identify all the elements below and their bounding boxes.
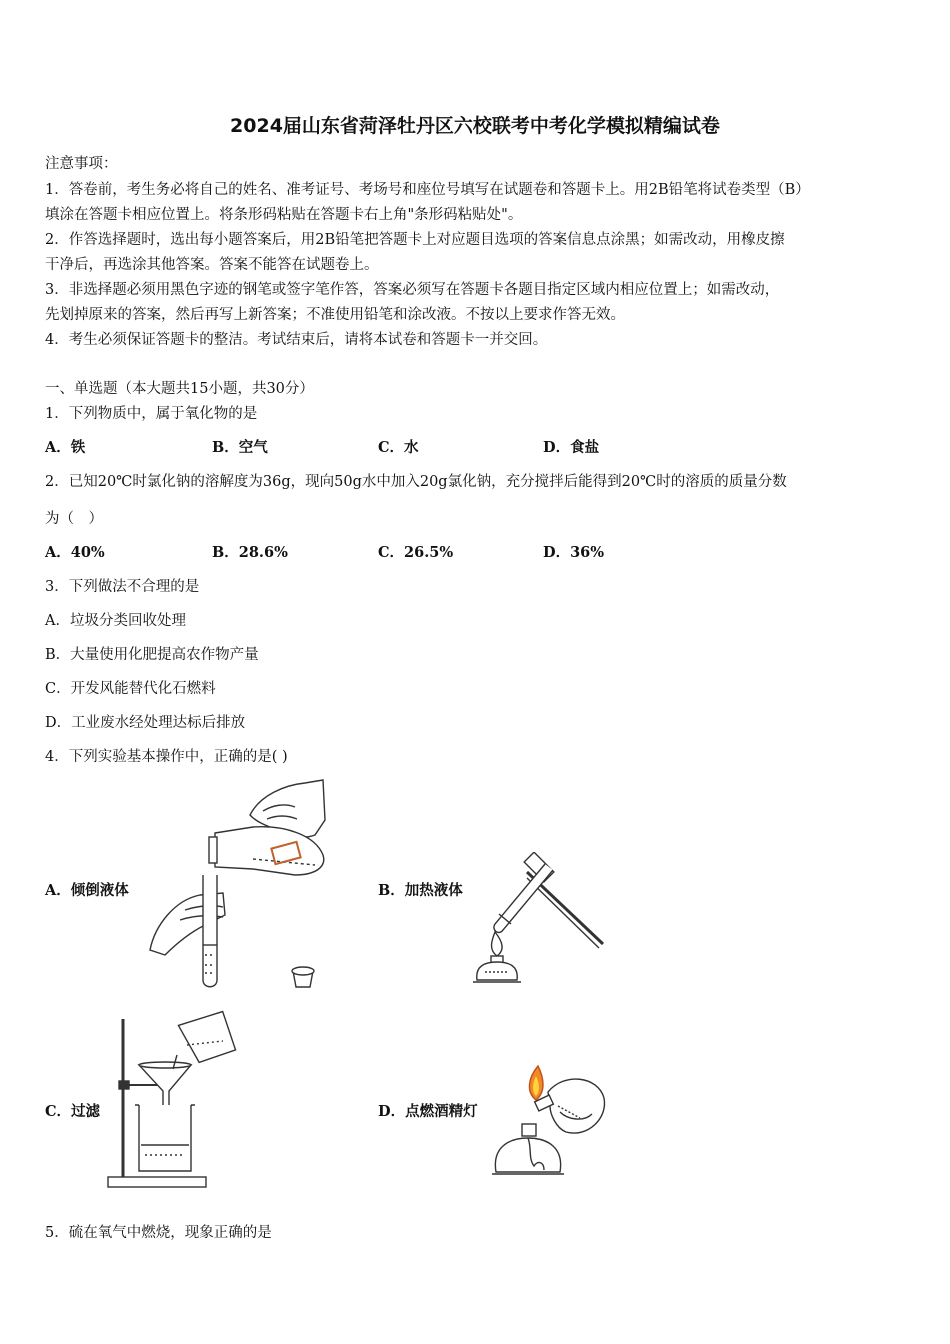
question-2-stem: 2．已知20℃时氯化钠的溶解度为36g，现向50g水中加入20g氯化钠，充分搅拌后能得到20℃时的溶质的质量分数 (45, 474, 787, 490)
pouring-liquid-figure (145, 775, 335, 995)
question-4-stem: 4．下列实验基本操作中，正确的是( ) (45, 749, 288, 765)
question-3-stem: 3．下列做法不合理的是 (45, 579, 200, 595)
lighting-lamp-figure (488, 1062, 608, 1192)
question-2-stem-cont: 为（ ） (45, 511, 103, 527)
q3-option-d[interactable]: D．工业废水经处理达标后排放 (45, 715, 246, 731)
notice-line: 干净后，再选涂其他答案。答案不能答在试题卷上。 (45, 257, 379, 273)
q4-option-d[interactable]: D．点燃酒精灯 (378, 1103, 478, 1120)
question-1-stem: 1．下列物质中，属于氧化物的是 (45, 406, 258, 422)
q1-option-b[interactable]: B．空气 (212, 439, 268, 456)
q2-option-d[interactable]: D．36% (543, 544, 605, 561)
question-5-stem: 5．硫在氧气中燃烧，现象正确的是 (45, 1225, 272, 1241)
notice-heading: 注意事项： (45, 156, 118, 172)
q3-option-c[interactable]: C．开发风能替代化石燃料 (45, 681, 216, 697)
filtration-figure (105, 1005, 245, 1195)
section-heading: 一、单选题（本大题共15小题，共30分） (45, 381, 314, 397)
q1-option-a[interactable]: A．铁 (45, 439, 86, 456)
notice-line: 4．考生必须保证答题卡的整洁。考试结束后，请将本试卷和答题卡一并交回。 (45, 332, 548, 348)
q3-option-a[interactable]: A．垃圾分类回收处理 (45, 613, 186, 629)
q2-option-a[interactable]: A．40% (45, 544, 105, 561)
q2-option-b[interactable]: B．28.6% (212, 544, 288, 561)
notice-line: 填涂在答题卡相应位置上。将条形码粘贴在答题卡右上角"条形码粘贴处"。 (45, 207, 523, 223)
q4-option-c[interactable]: C．过滤 (45, 1103, 101, 1120)
q1-option-c[interactable]: C．水 (378, 439, 419, 456)
q1-option-d[interactable]: D．食盐 (543, 439, 600, 456)
notice-line: 先划掉原来的答案，然后再写上新答案；不准使用铅笔和涂改液。不按以上要求作答无效。 (45, 307, 625, 323)
q4-option-b[interactable]: B．加热液体 (378, 882, 463, 899)
notice-line: 3．非选择题必须用黑色字迹的钢笔或签字笔作答，答案必须写在答题卡各题目指定区域内相应位置上；如需改动， (45, 282, 780, 298)
page-title: 2024届山东省菏泽牡丹区六校联考中考化学模拟精编试卷 (230, 115, 720, 137)
notice-line: 1．答卷前，考生务必将自己的姓名、准考证号、考场号和座位号填写在试题卷和答题卡上。用2B铅笔将试卷类型（B） (45, 182, 810, 198)
notice-line: 2．作答选择题时，选出每小题答案后，用2B铅笔把答题卡上对应题目选项的答案信息点涂黑；如需改动，用橡皮擦 (45, 232, 785, 248)
q3-option-b[interactable]: B．大量使用化肥提高农作物产量 (45, 647, 259, 663)
heating-liquid-figure (465, 852, 610, 997)
q4-option-a[interactable]: A．倾倒液体 (45, 882, 129, 899)
q2-option-c[interactable]: C．26.5% (378, 544, 454, 561)
